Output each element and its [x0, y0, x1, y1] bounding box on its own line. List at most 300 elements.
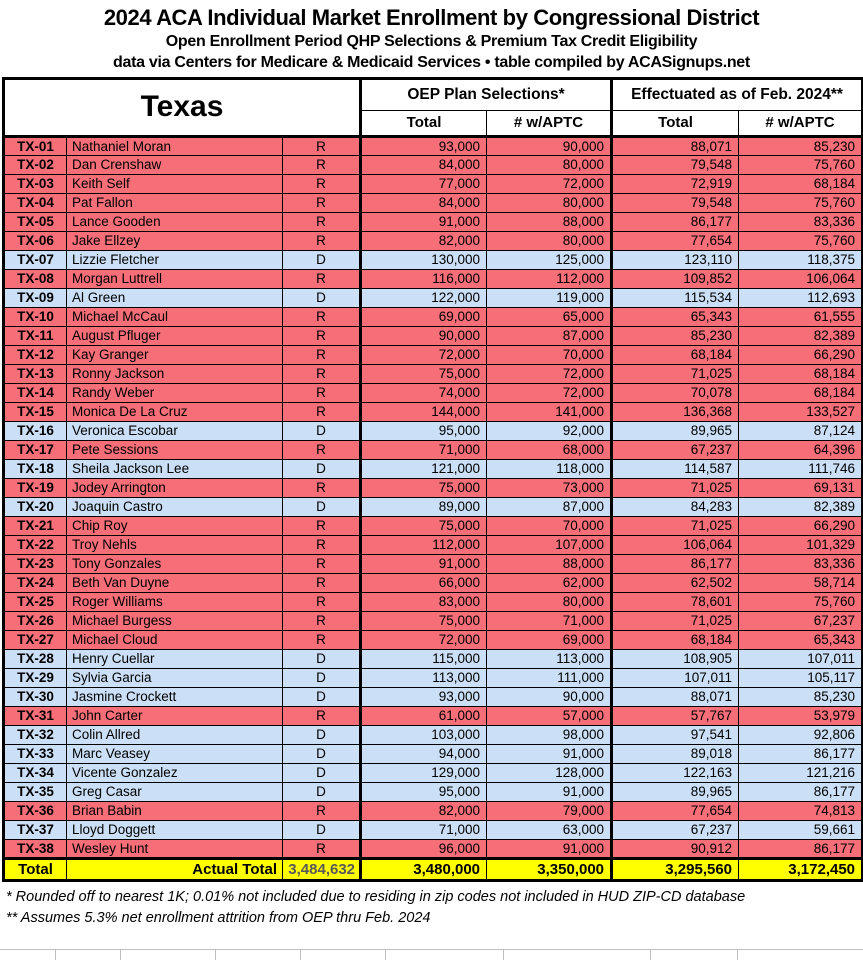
- eff-total-cell: 89,965: [612, 421, 739, 440]
- party-cell: D: [283, 288, 361, 307]
- party-cell: R: [283, 345, 361, 364]
- subheader-oep-aptc: # w/APTC: [487, 110, 612, 136]
- oep-aptc-cell: 88,000: [487, 212, 612, 231]
- district-cell: TX-19: [4, 478, 67, 497]
- eff-total-cell: 65,343: [612, 307, 739, 326]
- table-row: [4, 383, 863, 402]
- party-cell: R: [283, 801, 361, 820]
- oep-aptc-cell: 65,000: [487, 307, 612, 326]
- page-source-line: data via Centers for Medicare & Medicaid Services • table compiled by ACASignups.net: [113, 53, 750, 71]
- gridline: [737, 950, 738, 960]
- oep-aptc-cell: 57,000: [487, 706, 612, 725]
- rep-name-cell: Vicente Gonzalez: [67, 763, 283, 782]
- oep-total-cell: 112,000: [361, 535, 487, 554]
- eff-aptc-cell: 61,555: [739, 307, 863, 326]
- table-row: [4, 421, 863, 440]
- table-row: [4, 402, 863, 421]
- rep-name-cell: Sheila Jackson Lee: [67, 459, 283, 478]
- table-row: [4, 706, 863, 725]
- table-row: [4, 155, 863, 174]
- party-cell: D: [283, 649, 361, 668]
- eff-aptc-cell: 74,813: [739, 801, 863, 820]
- eff-aptc-cell: 86,177: [739, 744, 863, 763]
- rep-name-cell: Henry Cuellar: [67, 649, 283, 668]
- oep-total-cell: 82,000: [361, 231, 487, 250]
- oep-total-cell: 74,000: [361, 383, 487, 402]
- party-cell: R: [283, 592, 361, 611]
- oep-total-cell: 69,000: [361, 307, 487, 326]
- party-cell: R: [283, 535, 361, 554]
- total-label: Total: [4, 858, 67, 880]
- subheader-eff-aptc: # w/APTC: [739, 110, 863, 136]
- eff-aptc-cell: 59,661: [739, 820, 863, 839]
- rep-name-cell: Beth Van Duyne: [67, 573, 283, 592]
- table-row: [4, 725, 863, 744]
- table-row: [4, 668, 863, 687]
- eff-aptc-cell: 105,117: [739, 668, 863, 687]
- party-cell: R: [283, 174, 361, 193]
- page-subtitle: Open Enrollment Period QHP Selections & Premium Tax Credit Eligibility: [165, 32, 698, 50]
- table-row: [4, 630, 863, 649]
- eff-total-cell: 77,654: [612, 801, 739, 820]
- eff-aptc-cell: 65,343: [739, 630, 863, 649]
- party-cell: R: [283, 364, 361, 383]
- rep-name-cell: Michael Cloud: [67, 630, 283, 649]
- table-row: [4, 193, 863, 212]
- rep-name-cell: Veronica Escobar: [67, 421, 283, 440]
- oep-total-cell: 121,000: [361, 459, 487, 478]
- party-cell: R: [283, 573, 361, 592]
- table-row: [4, 459, 863, 478]
- oep-aptc-cell: 72,000: [487, 174, 612, 193]
- spreadsheet-grid-strip: [0, 949, 863, 960]
- oep-aptc-cell: 62,000: [487, 573, 612, 592]
- oep-aptc-cell: 91,000: [487, 744, 612, 763]
- rep-name-cell: Dan Crenshaw: [67, 155, 283, 174]
- party-cell: R: [283, 307, 361, 326]
- district-cell: TX-16: [4, 421, 67, 440]
- oep-aptc-cell: 80,000: [487, 193, 612, 212]
- eff-total-cell: 71,025: [612, 516, 739, 535]
- table-row: [4, 326, 863, 345]
- oep-aptc-cell: 68,000: [487, 440, 612, 459]
- table-row: [4, 687, 863, 706]
- oep-aptc-cell: 91,000: [487, 782, 612, 801]
- rep-name-cell: Kay Granger: [67, 345, 283, 364]
- oep-total-cell: 93,000: [361, 687, 487, 706]
- oep-aptc-cell: 70,000: [487, 345, 612, 364]
- eff-aptc-cell: 82,389: [739, 497, 863, 516]
- district-cell: TX-35: [4, 782, 67, 801]
- eff-aptc-cell: 87,124: [739, 421, 863, 440]
- party-cell: R: [283, 193, 361, 212]
- oep-aptc-cell: 91,000: [487, 839, 612, 858]
- party-cell: R: [283, 326, 361, 345]
- oep-aptc-cell: 111,000: [487, 668, 612, 687]
- eff-aptc-cell: 133,527: [739, 402, 863, 421]
- oep-total-cell: 72,000: [361, 630, 487, 649]
- district-cell: TX-11: [4, 326, 67, 345]
- district-cell: TX-09: [4, 288, 67, 307]
- oep-total-cell: 83,000: [361, 592, 487, 611]
- footnote-1: * Rounded off to nearest 1K; 0.01% not included due to residing in zip codes not included in HUD ZIP-CD database: [6, 888, 746, 905]
- table-header: [4, 78, 863, 136]
- oep-aptc-cell: 125,000: [487, 250, 612, 269]
- rep-name-cell: Randy Weber: [67, 383, 283, 402]
- party-cell: R: [283, 516, 361, 535]
- party-cell: R: [283, 212, 361, 231]
- eff-total-cell: 78,601: [612, 592, 739, 611]
- gridline: [503, 950, 504, 960]
- table-row: [4, 250, 863, 269]
- eff-aptc-cell: 85,230: [739, 136, 863, 155]
- eff-aptc-cell: 64,396: [739, 440, 863, 459]
- gridline: [650, 950, 651, 960]
- eff-total-cell: 86,177: [612, 554, 739, 573]
- table-row: [4, 364, 863, 383]
- district-cell: TX-01: [4, 136, 67, 155]
- oep-total-cell: 75,000: [361, 516, 487, 535]
- party-cell: R: [283, 440, 361, 459]
- rep-name-cell: Roger Williams: [67, 592, 283, 611]
- district-cell: TX-36: [4, 801, 67, 820]
- rep-name-cell: Nathaniel Moran: [67, 136, 283, 155]
- oep-total-cell: 61,000: [361, 706, 487, 725]
- oep-total-cell: 75,000: [361, 611, 487, 630]
- district-cell: TX-38: [4, 839, 67, 858]
- group-header-effectuated: Effectuated as of Feb. 2024**: [612, 78, 863, 110]
- district-cell: TX-37: [4, 820, 67, 839]
- gridline: [300, 950, 301, 960]
- table-row: [4, 212, 863, 231]
- subheader-eff-total: Total: [612, 110, 739, 136]
- table-row: [4, 744, 863, 763]
- table-row: [4, 649, 863, 668]
- oep-total-cell: 91,000: [361, 554, 487, 573]
- district-cell: TX-22: [4, 535, 67, 554]
- subheader-oep-total: Total: [361, 110, 487, 136]
- oep-aptc-cell: 80,000: [487, 231, 612, 250]
- oep-aptc-cell: 88,000: [487, 554, 612, 573]
- district-cell: TX-14: [4, 383, 67, 402]
- eff-total-cell: 89,018: [612, 744, 739, 763]
- table-row: [4, 782, 863, 801]
- eff-aptc-cell: 106,064: [739, 269, 863, 288]
- eff-aptc-cell: 86,177: [739, 839, 863, 858]
- eff-total-cell: 88,071: [612, 687, 739, 706]
- oep-aptc-cell: 80,000: [487, 592, 612, 611]
- party-cell: D: [283, 744, 361, 763]
- oep-aptc-cell: 113,000: [487, 649, 612, 668]
- eff-total-cell: 86,177: [612, 212, 739, 231]
- district-cell: TX-03: [4, 174, 67, 193]
- oep-aptc-cell: 79,000: [487, 801, 612, 820]
- district-cell: TX-06: [4, 231, 67, 250]
- eff-aptc-cell: 75,760: [739, 231, 863, 250]
- eff-total-cell: 123,110: [612, 250, 739, 269]
- eff-total-cell: 68,184: [612, 345, 739, 364]
- table-row: [4, 231, 863, 250]
- party-cell: D: [283, 725, 361, 744]
- eff-total-cell: 107,011: [612, 668, 739, 687]
- gridline: [55, 950, 56, 960]
- eff-total-cell: 71,025: [612, 364, 739, 383]
- party-cell: D: [283, 250, 361, 269]
- eff-total-cell: 114,587: [612, 459, 739, 478]
- eff-total-cell: 88,071: [612, 136, 739, 155]
- table-row: [4, 440, 863, 459]
- eff-total-cell: 77,654: [612, 231, 739, 250]
- rep-name-cell: Jodey Arrington: [67, 478, 283, 497]
- rep-name-cell: Sylvia Garcia: [67, 668, 283, 687]
- eff-total-cell: 106,064: [612, 535, 739, 554]
- oep-aptc-cell: 118,000: [487, 459, 612, 478]
- eff-total-cell: 57,767: [612, 706, 739, 725]
- eff-aptc-cell: 58,714: [739, 573, 863, 592]
- oep-aptc-cell: 98,000: [487, 725, 612, 744]
- rep-name-cell: Michael Burgess: [67, 611, 283, 630]
- oep-total-cell: 95,000: [361, 782, 487, 801]
- district-cell: TX-08: [4, 269, 67, 288]
- eff-total-cell: 79,548: [612, 155, 739, 174]
- district-cell: TX-32: [4, 725, 67, 744]
- eff-aptc-cell: 66,290: [739, 345, 863, 364]
- party-cell: R: [283, 554, 361, 573]
- rep-name-cell: Jake Ellzey: [67, 231, 283, 250]
- district-cell: TX-02: [4, 155, 67, 174]
- party-cell: R: [283, 706, 361, 725]
- eff-aptc-cell: 85,230: [739, 687, 863, 706]
- eff-aptc-cell: 67,237: [739, 611, 863, 630]
- eff-aptc-cell: 101,329: [739, 535, 863, 554]
- party-cell: R: [283, 383, 361, 402]
- eff-total-cell: 84,283: [612, 497, 739, 516]
- party-cell: D: [283, 668, 361, 687]
- oep-aptc-cell: 72,000: [487, 364, 612, 383]
- oep-total-cell: 130,000: [361, 250, 487, 269]
- oep-aptc-cell: 92,000: [487, 421, 612, 440]
- oep-aptc-cell: 141,000: [487, 402, 612, 421]
- actual-total-value: 3,484,632: [283, 858, 361, 880]
- oep-total-cell: 129,000: [361, 763, 487, 782]
- rep-name-cell: John Carter: [67, 706, 283, 725]
- district-cell: TX-24: [4, 573, 67, 592]
- oep-aptc-cell: 70,000: [487, 516, 612, 535]
- rep-name-cell: Jasmine Crockett: [67, 687, 283, 706]
- table-row: [4, 174, 863, 193]
- eff-total-cell: 79,548: [612, 193, 739, 212]
- oep-aptc-cell: 119,000: [487, 288, 612, 307]
- rep-name-cell: Lizzie Fletcher: [67, 250, 283, 269]
- eff-total-cell: 68,184: [612, 630, 739, 649]
- party-cell: R: [283, 269, 361, 288]
- table-row: [4, 136, 863, 155]
- total-oep-total: 3,480,000: [361, 858, 487, 880]
- table-row: [4, 820, 863, 839]
- total-row: [4, 858, 863, 880]
- district-cell: TX-13: [4, 364, 67, 383]
- oep-total-cell: 96,000: [361, 839, 487, 858]
- eff-total-cell: 89,965: [612, 782, 739, 801]
- oep-total-cell: 75,000: [361, 478, 487, 497]
- eff-aptc-cell: 68,184: [739, 174, 863, 193]
- table-row: [4, 516, 863, 535]
- table-row: [4, 269, 863, 288]
- oep-aptc-cell: 90,000: [487, 136, 612, 155]
- eff-aptc-cell: 69,131: [739, 478, 863, 497]
- table-row: [4, 535, 863, 554]
- rep-name-cell: Lloyd Doggett: [67, 820, 283, 839]
- oep-aptc-cell: 90,000: [487, 687, 612, 706]
- oep-aptc-cell: 87,000: [487, 326, 612, 345]
- district-cell: TX-29: [4, 668, 67, 687]
- table-body: [4, 136, 863, 858]
- eff-aptc-cell: 75,760: [739, 193, 863, 212]
- oep-total-cell: 95,000: [361, 421, 487, 440]
- party-cell: R: [283, 630, 361, 649]
- party-cell: D: [283, 459, 361, 478]
- oep-total-cell: 89,000: [361, 497, 487, 516]
- party-cell: R: [283, 136, 361, 155]
- oep-aptc-cell: 87,000: [487, 497, 612, 516]
- eff-total-cell: 109,852: [612, 269, 739, 288]
- oep-total-cell: 122,000: [361, 288, 487, 307]
- oep-total-cell: 71,000: [361, 820, 487, 839]
- oep-total-cell: 71,000: [361, 440, 487, 459]
- district-cell: TX-26: [4, 611, 67, 630]
- total-eff-total: 3,295,560: [612, 858, 739, 880]
- enrollment-table: [2, 77, 863, 882]
- eff-aptc-cell: 75,760: [739, 155, 863, 174]
- gridline: [120, 950, 121, 960]
- district-cell: TX-23: [4, 554, 67, 573]
- party-cell: R: [283, 402, 361, 421]
- table-row: [4, 592, 863, 611]
- rep-name-cell: Tony Gonzales: [67, 554, 283, 573]
- party-cell: D: [283, 782, 361, 801]
- oep-total-cell: 66,000: [361, 573, 487, 592]
- oep-aptc-cell: 112,000: [487, 269, 612, 288]
- district-cell: TX-17: [4, 440, 67, 459]
- oep-aptc-cell: 72,000: [487, 383, 612, 402]
- eff-aptc-cell: 112,693: [739, 288, 863, 307]
- district-cell: TX-18: [4, 459, 67, 478]
- page-title: 2024 ACA Individual Market Enrollment by Congressional District: [103, 5, 760, 30]
- table-row: [4, 573, 863, 592]
- eff-aptc-cell: 111,746: [739, 459, 863, 478]
- rep-name-cell: Al Green: [67, 288, 283, 307]
- eff-aptc-cell: 82,389: [739, 326, 863, 345]
- total-oep-aptc: 3,350,000: [487, 858, 612, 880]
- district-cell: TX-25: [4, 592, 67, 611]
- party-cell: R: [283, 155, 361, 174]
- actual-total-label: Actual Total: [67, 858, 283, 880]
- rep-name-cell: August Pfluger: [67, 326, 283, 345]
- party-cell: D: [283, 421, 361, 440]
- oep-aptc-cell: 80,000: [487, 155, 612, 174]
- rep-name-cell: Colin Allred: [67, 725, 283, 744]
- district-cell: TX-21: [4, 516, 67, 535]
- eff-aptc-cell: 118,375: [739, 250, 863, 269]
- gridline: [385, 950, 386, 960]
- oep-total-cell: 144,000: [361, 402, 487, 421]
- district-cell: TX-07: [4, 250, 67, 269]
- table-row: [4, 307, 863, 326]
- oep-total-cell: 113,000: [361, 668, 487, 687]
- footnote-2: ** Assumes 5.3% net enrollment attrition from OEP thru Feb. 2024: [6, 909, 431, 926]
- party-cell: D: [283, 763, 361, 782]
- oep-total-cell: 103,000: [361, 725, 487, 744]
- rep-name-cell: Pete Sessions: [67, 440, 283, 459]
- oep-aptc-cell: 63,000: [487, 820, 612, 839]
- party-cell: D: [283, 497, 361, 516]
- eff-total-cell: 85,230: [612, 326, 739, 345]
- state-header: Texas: [4, 78, 361, 136]
- rep-name-cell: Greg Casar: [67, 782, 283, 801]
- party-cell: D: [283, 687, 361, 706]
- rep-name-cell: Ronny Jackson: [67, 364, 283, 383]
- oep-total-cell: 82,000: [361, 801, 487, 820]
- table-row: [4, 554, 863, 573]
- rep-name-cell: Michael McCaul: [67, 307, 283, 326]
- eff-aptc-cell: 53,979: [739, 706, 863, 725]
- oep-total-cell: 115,000: [361, 649, 487, 668]
- oep-total-cell: 93,000: [361, 136, 487, 155]
- district-cell: TX-04: [4, 193, 67, 212]
- district-cell: TX-31: [4, 706, 67, 725]
- eff-total-cell: 71,025: [612, 611, 739, 630]
- party-cell: R: [283, 478, 361, 497]
- gridline: [215, 950, 216, 960]
- table-row: [4, 763, 863, 782]
- eff-total-cell: 62,502: [612, 573, 739, 592]
- party-cell: R: [283, 231, 361, 250]
- district-cell: TX-05: [4, 212, 67, 231]
- eff-total-cell: 108,905: [612, 649, 739, 668]
- oep-total-cell: 72,000: [361, 345, 487, 364]
- party-cell: R: [283, 611, 361, 630]
- eff-aptc-cell: 121,216: [739, 763, 863, 782]
- group-header-oep: OEP Plan Selections*: [361, 78, 612, 110]
- rep-name-cell: Monica De La Cruz: [67, 402, 283, 421]
- eff-total-cell: 71,025: [612, 478, 739, 497]
- rep-name-cell: Morgan Luttrell: [67, 269, 283, 288]
- eff-aptc-cell: 66,290: [739, 516, 863, 535]
- table-row: [4, 478, 863, 497]
- rep-name-cell: Chip Roy: [67, 516, 283, 535]
- rep-name-cell: Joaquin Castro: [67, 497, 283, 516]
- eff-total-cell: 67,237: [612, 440, 739, 459]
- rep-name-cell: Wesley Hunt: [67, 839, 283, 858]
- table-row: [4, 611, 863, 630]
- eff-aptc-cell: 107,011: [739, 649, 863, 668]
- oep-total-cell: 84,000: [361, 193, 487, 212]
- eff-aptc-cell: 92,806: [739, 725, 863, 744]
- district-cell: TX-15: [4, 402, 67, 421]
- rep-name-cell: Marc Veasey: [67, 744, 283, 763]
- table-row: [4, 801, 863, 820]
- oep-total-cell: 75,000: [361, 364, 487, 383]
- table-row: [4, 839, 863, 858]
- eff-total-cell: 136,368: [612, 402, 739, 421]
- rep-name-cell: Lance Gooden: [67, 212, 283, 231]
- oep-aptc-cell: 71,000: [487, 611, 612, 630]
- title-block: [0, 0, 863, 73]
- rep-name-cell: Brian Babin: [67, 801, 283, 820]
- eff-total-cell: 90,912: [612, 839, 739, 858]
- rep-name-cell: Keith Self: [67, 174, 283, 193]
- oep-total-cell: 84,000: [361, 155, 487, 174]
